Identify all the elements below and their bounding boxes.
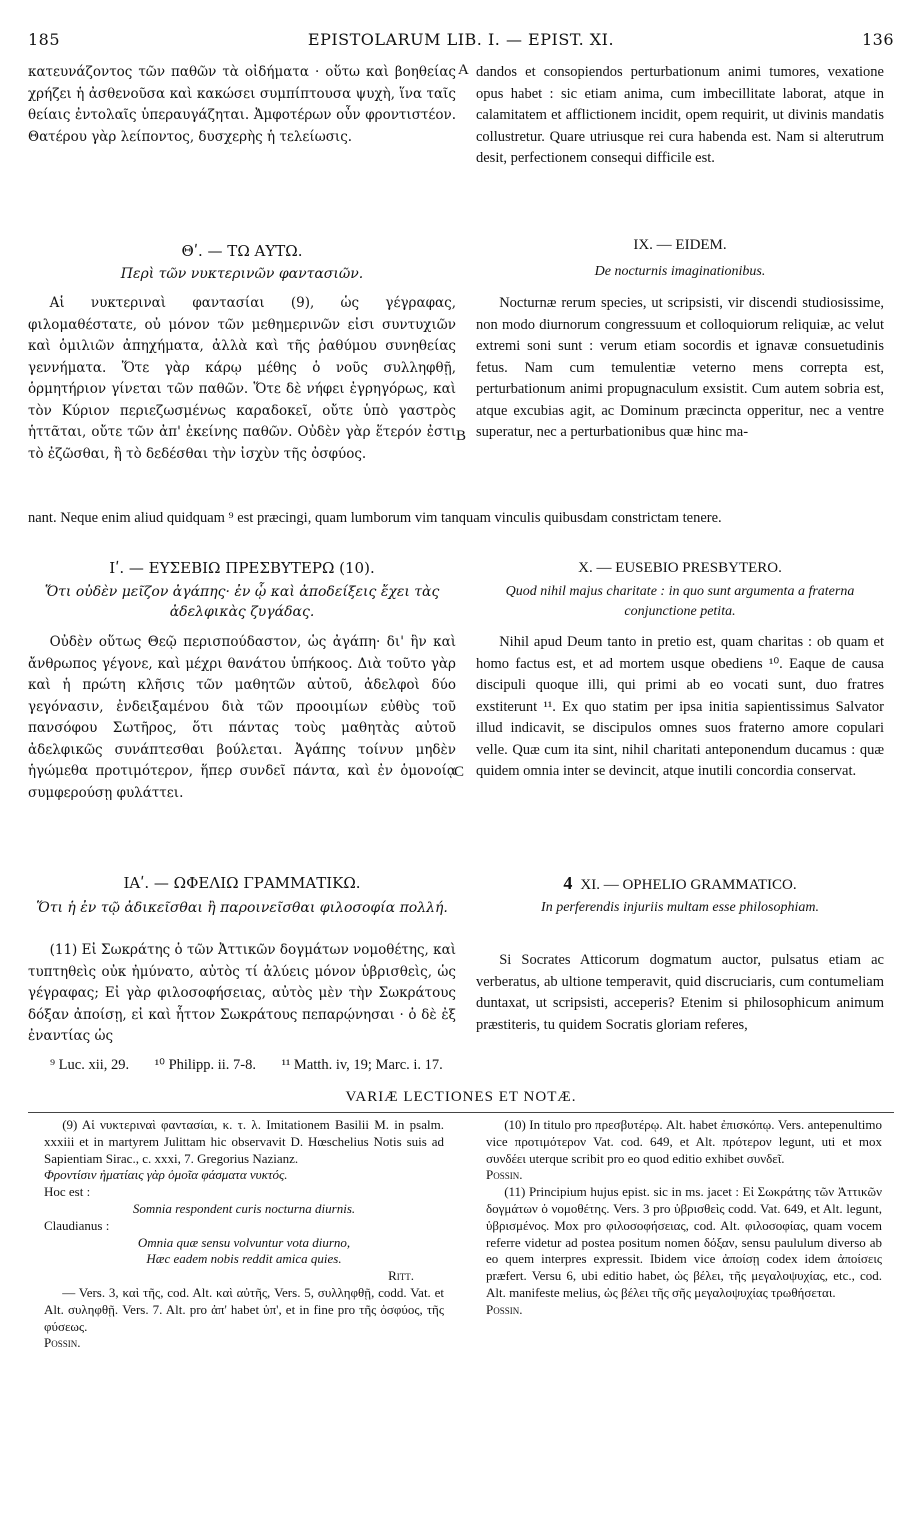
column-marker-star: 4 <box>563 873 573 893</box>
ep10-greek-title: Iʹ. — ΕΥΣΕΒΙΩ ΠΡΕΣΒΥΤΕΡΩ (10). <box>109 559 375 577</box>
note-9-verse-3: Hæc eadem nobis reddit amica quies. <box>146 1251 342 1267</box>
note-9-verse-1: Somnia respondent curis nocturna diurnis. <box>132 1200 356 1216</box>
footnote-11: ¹¹ Matth. iv, 19; Marc. i. 17. <box>281 1057 443 1073</box>
ep11-latin-title: 4 XI. — OPHELIO GRAMMATICO. <box>563 873 797 893</box>
ep11-greek-subtitle: Ὅτι ἡ ἐν τῷ ἀδικεῖσθαι ἢ παροινεῖσθαι φιλοσοφία πολλή. <box>36 900 448 916</box>
page-number-right: 136 <box>861 30 894 49</box>
note-9: (9) Αἱ νυκτεριναὶ φαντασίαι, κ. τ. λ. Imitationem Basilii M. in psalm. xxxiii et in martyrem Julittam hic observavit D. Hœschelius Notis suis ad Sapientiam Sirac., c. xxxi, 7. Gregorius Nazianz. <box>44 1117 444 1166</box>
ep11-latin-text: Si Socrates Atticorum dogmatum auctor, pulsatus etiam ac verberatus, ab ultione temperavit, quid discruciaris, cum contumeliam duntaxat, ut scripsisti, acceperis? Etenim si philosophicum animum præstiteris, tu quidem Socratis gloriam referes, <box>476 952 884 1033</box>
page-number-left: 185 <box>28 30 61 49</box>
note-9-claudianus: Claudianus : <box>44 1217 110 1233</box>
note-9-variants-signature: Possin. <box>44 1335 81 1351</box>
ep10-greek-subtitle: Ὅτι οὐδὲν μεῖζον ἀγάπης· ἐν ᾧ καὶ ἀποδείξεις ἔχει τὰς ἀδελφικὰς ζυγάδας. <box>44 584 440 620</box>
ep11-greek-text: (11) Εἰ Σωκράτης ὁ τῶν Ἀττικῶν δογμάτων νομοθέτης, καὶ τυπτηθεὶς οὐκ ἠμύνατο, αὐτὸς τί ἀλύεις μόνον ὑβρισθεὶς, ὡς γέγραφας; Εἰ γὰρ φιλοσοφήσειας, αὐτὸς μὲν τὴν Σωκράτους δόξαν ἀποίσῃ, εἰ καὶ ἧττον Σωκράτους πεπαρῴνησαι · ὁ δὲ ἐξ ἐναντίας ὡς <box>28 942 456 1044</box>
note-11-signature: Possin. <box>486 1301 523 1317</box>
ep9-latin-subtitle: De nocturnis imaginationibus. <box>594 264 766 279</box>
notes-left-column <box>44 1117 444 1352</box>
note-11: (11) Principium hujus epist. sic in ms. jacet : Εἰ Σωκράτης τῶν Ἀττικῶν δογμάτων ὁ νομοθέτης. Vers. 3 pro ὑβρισθεὶς codd. Vat. 649, et Alt. legunt, ὑβρισμένος. Mox pro φιλοσοφήσειας, cod. Alt. φιλοσοφίας, quam vocem referre videtur ad postea positum nomen δόξαν, sensu paululum diverso ab eo quem interpres expressit. Ibidem vice ἀποίσῃ codex idem ἀποίσεις præfert. Versu 6, ubi editio habet, ὡς βέλει, τῆς μεγαλοψυχίας, etc., cod. Alt. manifeste melius, ὡς βέλει τῆς σῆς μεγαλοψυχίας τρωθήσεται. <box>486 1184 882 1300</box>
note-9-hoc-est: Hoc est : <box>44 1184 91 1200</box>
ep10-greek-text: Οὐδὲν οὕτως Θεῷ περισπούδαστον, ὡς ἀγάπη· δι' ἣν καὶ ἄνθρωπος γέγονε, καὶ μέχρι θανάτου ὑπήκοος. Διὰ τοῦτο γὰρ καὶ ἡ πρώτη κλῆσις τῶν μαθητῶν αὐτοῦ, ἀδελφοὶ δύο γεγόνασιν, ἐνδειξαμένου διὰ τῶν προοιμίων εὐθὺς τοῦ πανσόφου Σωτῆρος, ὅτι πάντας τοὺς μαθητὰς αὐτοῦ ἀδελφικῶς συνάπτεσθαι βούλεται. Ἀγάπης τοίνυν μηδὲν ἡγώμεθα προτιμότερον, ἥπερ συνδεῖ πάντα, καὶ ἐν ὁμονοίᾳ συμφερούσῃ φυλάττει. <box>28 634 456 801</box>
ep11-greek-title: ΙΑʹ. — ΩΦΕΛΙΩ ΓΡΑΜΜΑΤΙΚΩ. <box>123 874 361 892</box>
note-10: (10) In titulo pro πρεσβυτέρῳ. Alt. habet ἐπισκόπῳ. Vers. antepenultimo vice προτιμότερον Vat. cod. 649, et Alt. πρότερον legunt, uti et mox συνδέει uterque scribit pro eo quod editio exhibet συνδεῖ. <box>486 1117 882 1166</box>
ep11-latin-subtitle: In perferendis injuriis multam esse philosophiam. <box>541 900 819 915</box>
running-title: EPISTOLARUM LIB. I. — EPIST. XI. <box>307 30 615 49</box>
margin-marker-c: C <box>454 764 465 780</box>
note-9-variants: — Vers. 3, καὶ τῆς, cod. Alt. καὶ αὐτῆς, Vers. 5, συλληφθῇ, codd. Vat. et Alt. συληφθῇ. Vers. 7. Alt. pro ἀπ' habet ὑπ', et in fine pro τῆς ὀσφύος, τῆς φύσεως. <box>44 1284 444 1334</box>
notes-divider <box>28 1112 894 1113</box>
ep9-latin-title: IX. — EIDEM. <box>633 237 727 253</box>
notes-right-column <box>486 1117 882 1319</box>
ep10-latin-subtitle: Quod nihil majus charitate : in quo sunt argumenta a fraterna conjunctione petita. <box>505 584 855 619</box>
running-head <box>28 30 894 54</box>
ep9-latin-text: Nocturnæ rerum species, ut scripsisti, vir discendi studiosissime, non modo diurnorum congressuum et colloquiorum reliquiæ, ac velut extremi soni sunt : verum etiam socordis et ignavæ consuetudinis fetus. Nam cum temulentiæ veterno mens correpta est, perturbationum animi propugnaculum exsistit. Cum autem sobria est, atque excubias agit, ac Dominum præcincta opperitur, nec a ventre superatur, nec a perturbationibus quæ hinc ma- <box>476 295 884 440</box>
ep9-greek-subtitle: Περὶ τῶν νυκτερινῶν φαντασιῶν. <box>120 266 364 282</box>
note-9-signature: Ritt. <box>388 1268 414 1284</box>
footnote-9: ⁹ Luc. xii, 29. <box>50 1057 130 1073</box>
margin-marker-a: A <box>458 62 469 78</box>
ep9-greek-text: Αἱ νυκτεριναὶ φαντασίαι (9), ὡς γέγραφας, φιλομαθέστατε, οὐ μόνον τῶν μεθημερινῶν εἰσι συντυχιῶν καὶ ὁμιλιῶν ἀπηχήματα, ἀλλὰ καὶ τῆς ῥαθύμου συνηθείας γεννήματα. Ὅτε γὰρ κάρῳ μέθης ὁ νοῦς συλληφθῇ, ὁρμητήριον γίνεται τῶν παθῶν. Ὅτε δὲ νήφει ἐγρηγόρως, καὶ τὸν Κύριον περιεζωσμένως καραδοκεῖ, οὔτε ὑπὸ γαστρὸς ἡττᾶται, οὔτε τῶν ἀπ' ἐκείνης παθῶν. Οὐδὲν γὰρ ἕτερόν ἐστι τὸ ἐζῶσθαι, ἢ τὸ δεδέσθαι τὴν ἰσχὺν τῆς ὀσφύος. <box>28 295 456 462</box>
ep9-greek-title: Θʹ. — ΤΩ ΑΥΤΩ. <box>181 242 303 260</box>
ep10-latin-title: X. — EUSEBIO PRESBYTERO. <box>578 560 782 576</box>
footnote-10: ¹⁰ Philipp. ii. 7-8. <box>154 1057 256 1073</box>
note-9-verse-2: Omnia quæ sensu volvuntur vota diurno, <box>137 1234 351 1250</box>
ep8-latin-text: dandos et consopiendos perturbationum animi tumores, vexatione opus habet : sic etiam anima, cum imbecillitate laborat, atque in calamitatem et afflictionem incidit, opem requirit, ut divinis mandatis collustretur. Quare utriusque rei cura habenda est. Nam si alterutrum desit, perfectionem consequi difficile est. <box>476 64 884 166</box>
ep9-latin-continuation: nant. Neque enim aliud quidquam ⁹ est præcingi, quam lumborum vim tanquam vinculis quibusdam constrictam tenere. <box>28 510 722 526</box>
margin-marker-b: B <box>456 428 467 444</box>
ep10-latin-text: Nihil apud Deum tanto in pretio est, quam charitas : ob quam et homo factus est, et ad mortem usque obediens ¹⁰. Eaque de causa discipuli quoque illi, qui primi ab eo vocati sunt, duo fratres exstiterunt ¹¹. Ex quo statim per ipsa initia sapientissimus Salvator illud indicavit, se discipulos omnes suos fraterno amore copulari velle. Quæ cum ita sint, nihil charitati anteponendum ducamus : quæ quidem omnia inter se devincit, atque inutili concordia conservat. <box>476 634 884 779</box>
notes-title: VARIÆ LECTIONES ET NOTÆ. <box>345 1089 577 1105</box>
note-9-greek-quote: Φροντίσιν ἠματίαις γὰρ ὁμοῖα φάσματα νυκτός. <box>44 1167 288 1183</box>
ep8-greek-text: κατευνάζοντος τῶν παθῶν τὰ οἰδήματα · οὕτω καὶ βοηθείας χρήζει ἡ ἀσθενοῦσα καὶ κακώσει συμπίπτουσα ψυχὴ, ἵνα ταῖς θείαις ἐντολαῖς ὑπεραυγάζηται. Ἀμφοτέρων οὖν φροντιστέον. Θατέρου γὰρ λείποντος, δυσχερὴς ἡ τελείωσις. <box>28 64 456 145</box>
scripture-footnotes <box>50 1057 880 1074</box>
note-10-signature: Possin. <box>486 1167 523 1183</box>
